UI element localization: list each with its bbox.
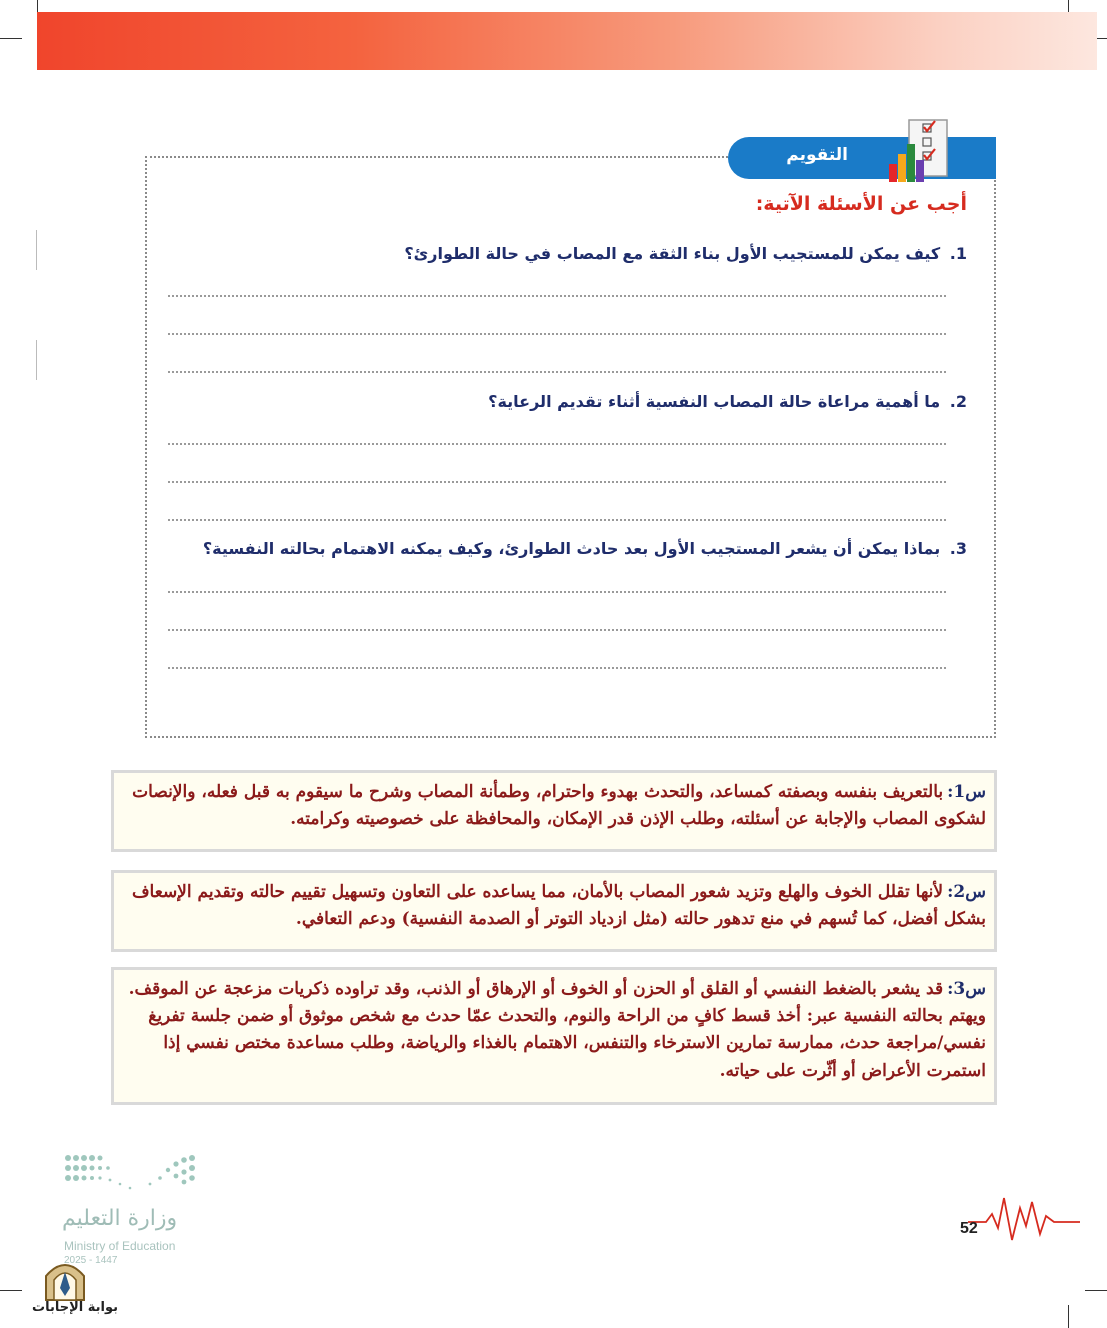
heartbeat-line-icon: [968, 1188, 1080, 1248]
question-3: [203, 539, 967, 558]
question-number: 3.: [949, 539, 967, 558]
answer-line: [168, 591, 946, 593]
crop-mark: [36, 340, 37, 380]
crop-mark: [37, 0, 38, 12]
header-band: [37, 12, 1097, 70]
crop-mark: [1085, 1290, 1107, 1291]
evaluation-tab: [728, 137, 996, 179]
answer-box-1: [111, 770, 997, 852]
question-text: بماذا يمكن أن يشعر المستجيب الأول بعد حادث الطوارئ، وكيف يمكنه الاهتمام بحالته النفسية؟: [202, 539, 941, 558]
portal-logo-icon: [42, 1258, 88, 1302]
question-number: 1.: [949, 244, 967, 263]
crop-mark: [1068, 1305, 1069, 1328]
section-title: التقويم: [786, 145, 848, 165]
portal-name: بوابة الإجابات: [32, 1300, 118, 1315]
answer-line: [168, 295, 946, 297]
answer-tag: س2:: [947, 882, 986, 902]
question-text: كيف يمكن للمستجيب الأول بناء الثقة مع المصاب في حالة الطوارئ؟: [404, 244, 941, 263]
section-instruction: أجب عن الأسئلة الآتية:: [755, 193, 967, 215]
question-2: [488, 392, 967, 411]
ministry-logo-icon: [60, 1148, 205, 1208]
crop-mark: [36, 230, 37, 270]
checklist-chart-icon: [887, 116, 951, 184]
answer-line: [168, 629, 946, 631]
answer-line: [168, 481, 946, 483]
crop-mark: [0, 38, 22, 39]
page-number: 52: [960, 1220, 978, 1237]
crop-mark: [0, 1290, 22, 1291]
answer-tag: س1:: [947, 782, 986, 802]
answer-line: [168, 519, 946, 521]
answer-line: [168, 667, 946, 669]
answer-text: لأنها تقلل الخوف والهلع وتزيد شعور المصاب بالأمان، مما يساعده على التعاون وتسهيل تقييم حالته وتقديم الإسعاف بشكل أفضل، كما تُسهم في منع تدهور حالته (مثل ازدياد التوتر أو الصدمة النفسية) ودعم التعافي.: [131, 882, 986, 930]
ministry-name-ar: وزارة التعليم: [62, 1206, 178, 1231]
answer-box-2: [111, 870, 997, 952]
answer-box-3: [111, 967, 997, 1105]
answer-line: [168, 371, 946, 373]
answer-line: [168, 443, 946, 445]
answer-text: بالتعريف بنفسه وبصفته كمساعد، والتحدث بهدوء واحترام، وطمأنة المصاب وشرح ما سيقوم به قبل فعله، والإنصات لشكوى المصاب والإجابة عن أسئلته، وطلب الإذن قدر الإمكان، والمحافظة على خصوصيته وكرامته.: [132, 782, 986, 830]
question-text: ما أهمية مراعاة حالة المصاب النفسية أثناء تقديم الرعاية؟: [488, 392, 941, 411]
question-1: [404, 244, 967, 263]
ministry-name-en: Ministry of Education: [64, 1239, 176, 1253]
ministry-years: 2025 - 1447: [64, 1255, 118, 1266]
answer-tag: س3:: [947, 979, 986, 999]
question-number: 2.: [949, 392, 967, 411]
answer-line: [168, 333, 946, 335]
answer-text: قد يشعر بالضغط النفسي أو القلق أو الحزن أو الخوف أو الإرهاق أو الذنب، وقد تراوده ذكريات مزعجة عن الموقف. ويهتم بحالته النفسية عبر: أخذ قسط كافٍ من الراحة والنوم، والتحدث عمّا حدث مع شخص موثوق أو ضمن جلسة تفريغ نفسي/مراجعة حدث، ممارسة تمارين الاسترخاء والتنفس، الاهتمام بالغذاء والرياضة، وطلب مساعدة مختص نفسي إذا استمرت الأعراض أو أثّرت على حياته.: [128, 979, 986, 1081]
